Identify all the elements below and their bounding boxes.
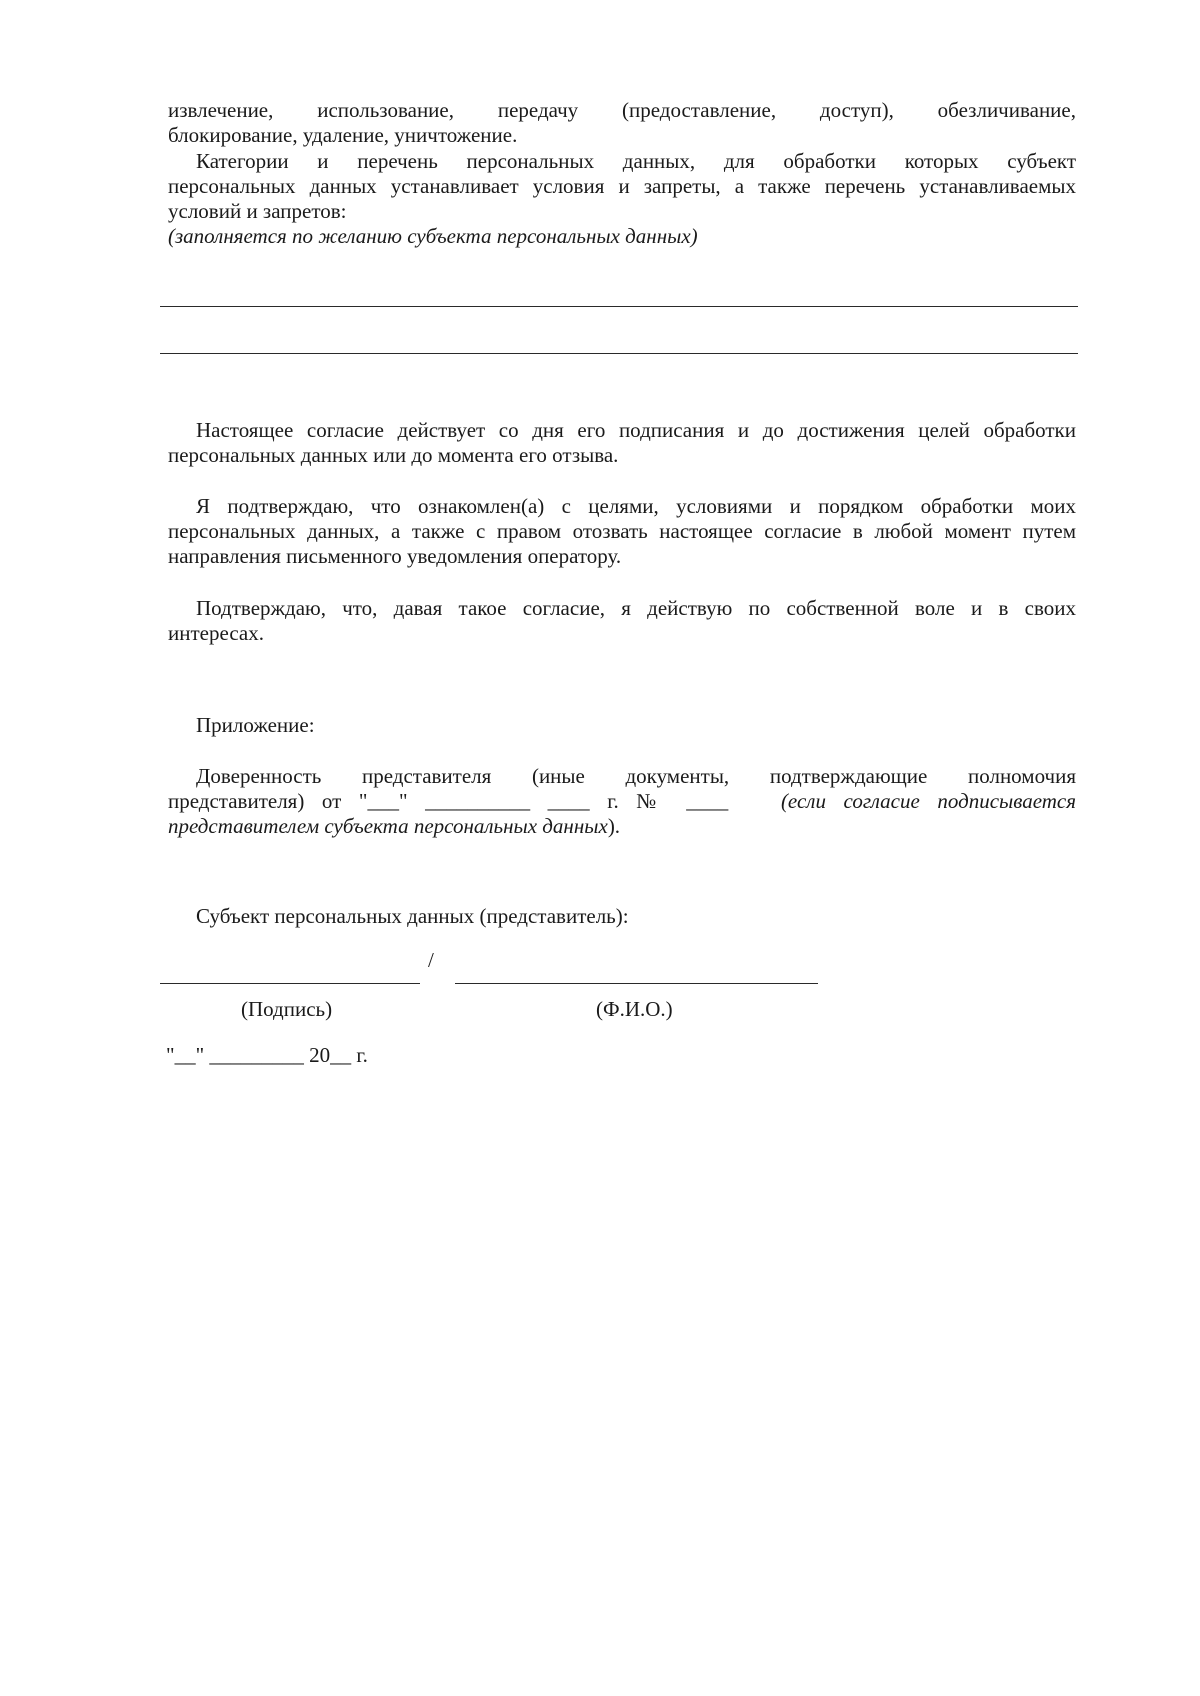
appendix-line-2-text: представителя) от "___" __________ ____ г. № ____ [168,789,729,813]
categories-line-2: персональных данных устанавливает условия и запреты, а также перечень устанавливаемых [168,174,1076,198]
signature-heading: Субъект персональных данных (представитель): [196,904,629,928]
confirmation-line-2: персональных данных, а также с правом отозвать настоящее согласие в любой момент путем [168,519,1076,543]
full-name-caption: (Ф.И.О.) [596,997,673,1021]
appendix-heading: Приложение: [196,713,315,737]
voluntary-line-1: Подтверждаю, что, давая такое согласие, я действую по собственной воле и в своих [196,596,1076,620]
categories-note: (заполняется по желанию субъекта персональных данных) [168,224,698,248]
appendix-line-3 [168,814,1076,839]
appendix-heading-block [168,713,1076,738]
full-name-line[interactable] [455,983,818,984]
validity-paragraph [168,418,1076,468]
appendix-line-3-note: представителем субъекта персональных данных [168,814,608,838]
signature-separator: / [428,948,434,972]
fill-in-line-2[interactable] [160,353,1078,354]
intro-line-2: блокирование, удаление, уничтожение. [168,123,518,147]
confirmation-paragraph [168,494,1076,569]
validity-line-1: Настоящее согласие действует со дня его подписания и до достижения целей обработки [196,418,1076,442]
appendix-line-2 [168,789,1076,814]
appendix-line-2-note: (если согласие подписывается [780,789,1077,813]
appendix-line-3-end: ). [607,814,621,838]
intro-paragraph [168,98,1076,148]
voluntary-line-2: интересах. [168,621,264,645]
signature-line[interactable] [160,983,420,984]
voluntary-paragraph [168,596,1076,646]
signature-caption: (Подпись) [241,997,333,1021]
categories-line-3: условий и запретов: [168,199,347,223]
confirmation-line-1: Я подтверждаю, что ознакомлен(а) с целями, условиями и порядком обработки моих [196,494,1076,518]
intro-line-1: извлечение, использование, передачу (предоставление, доступ), обезличивание, [168,98,1076,122]
signature-heading-block [168,904,1076,929]
appendix-paragraph [168,764,1076,839]
categories-paragraph [168,149,1076,249]
signature-date[interactable]: "__" _________ 20__ г. [166,1043,368,1067]
confirmation-line-3: направления письменного уведомления оператору. [168,544,622,568]
appendix-line-1: Доверенность представителя (иные документы, подтверждающие полномочия [196,764,1076,788]
fill-in-line-1[interactable] [160,306,1078,307]
validity-line-2: персональных данных или до момента его отзыва. [168,443,619,467]
categories-line-1: Категории и перечень персональных данных, для обработки которых субъект [196,149,1076,173]
